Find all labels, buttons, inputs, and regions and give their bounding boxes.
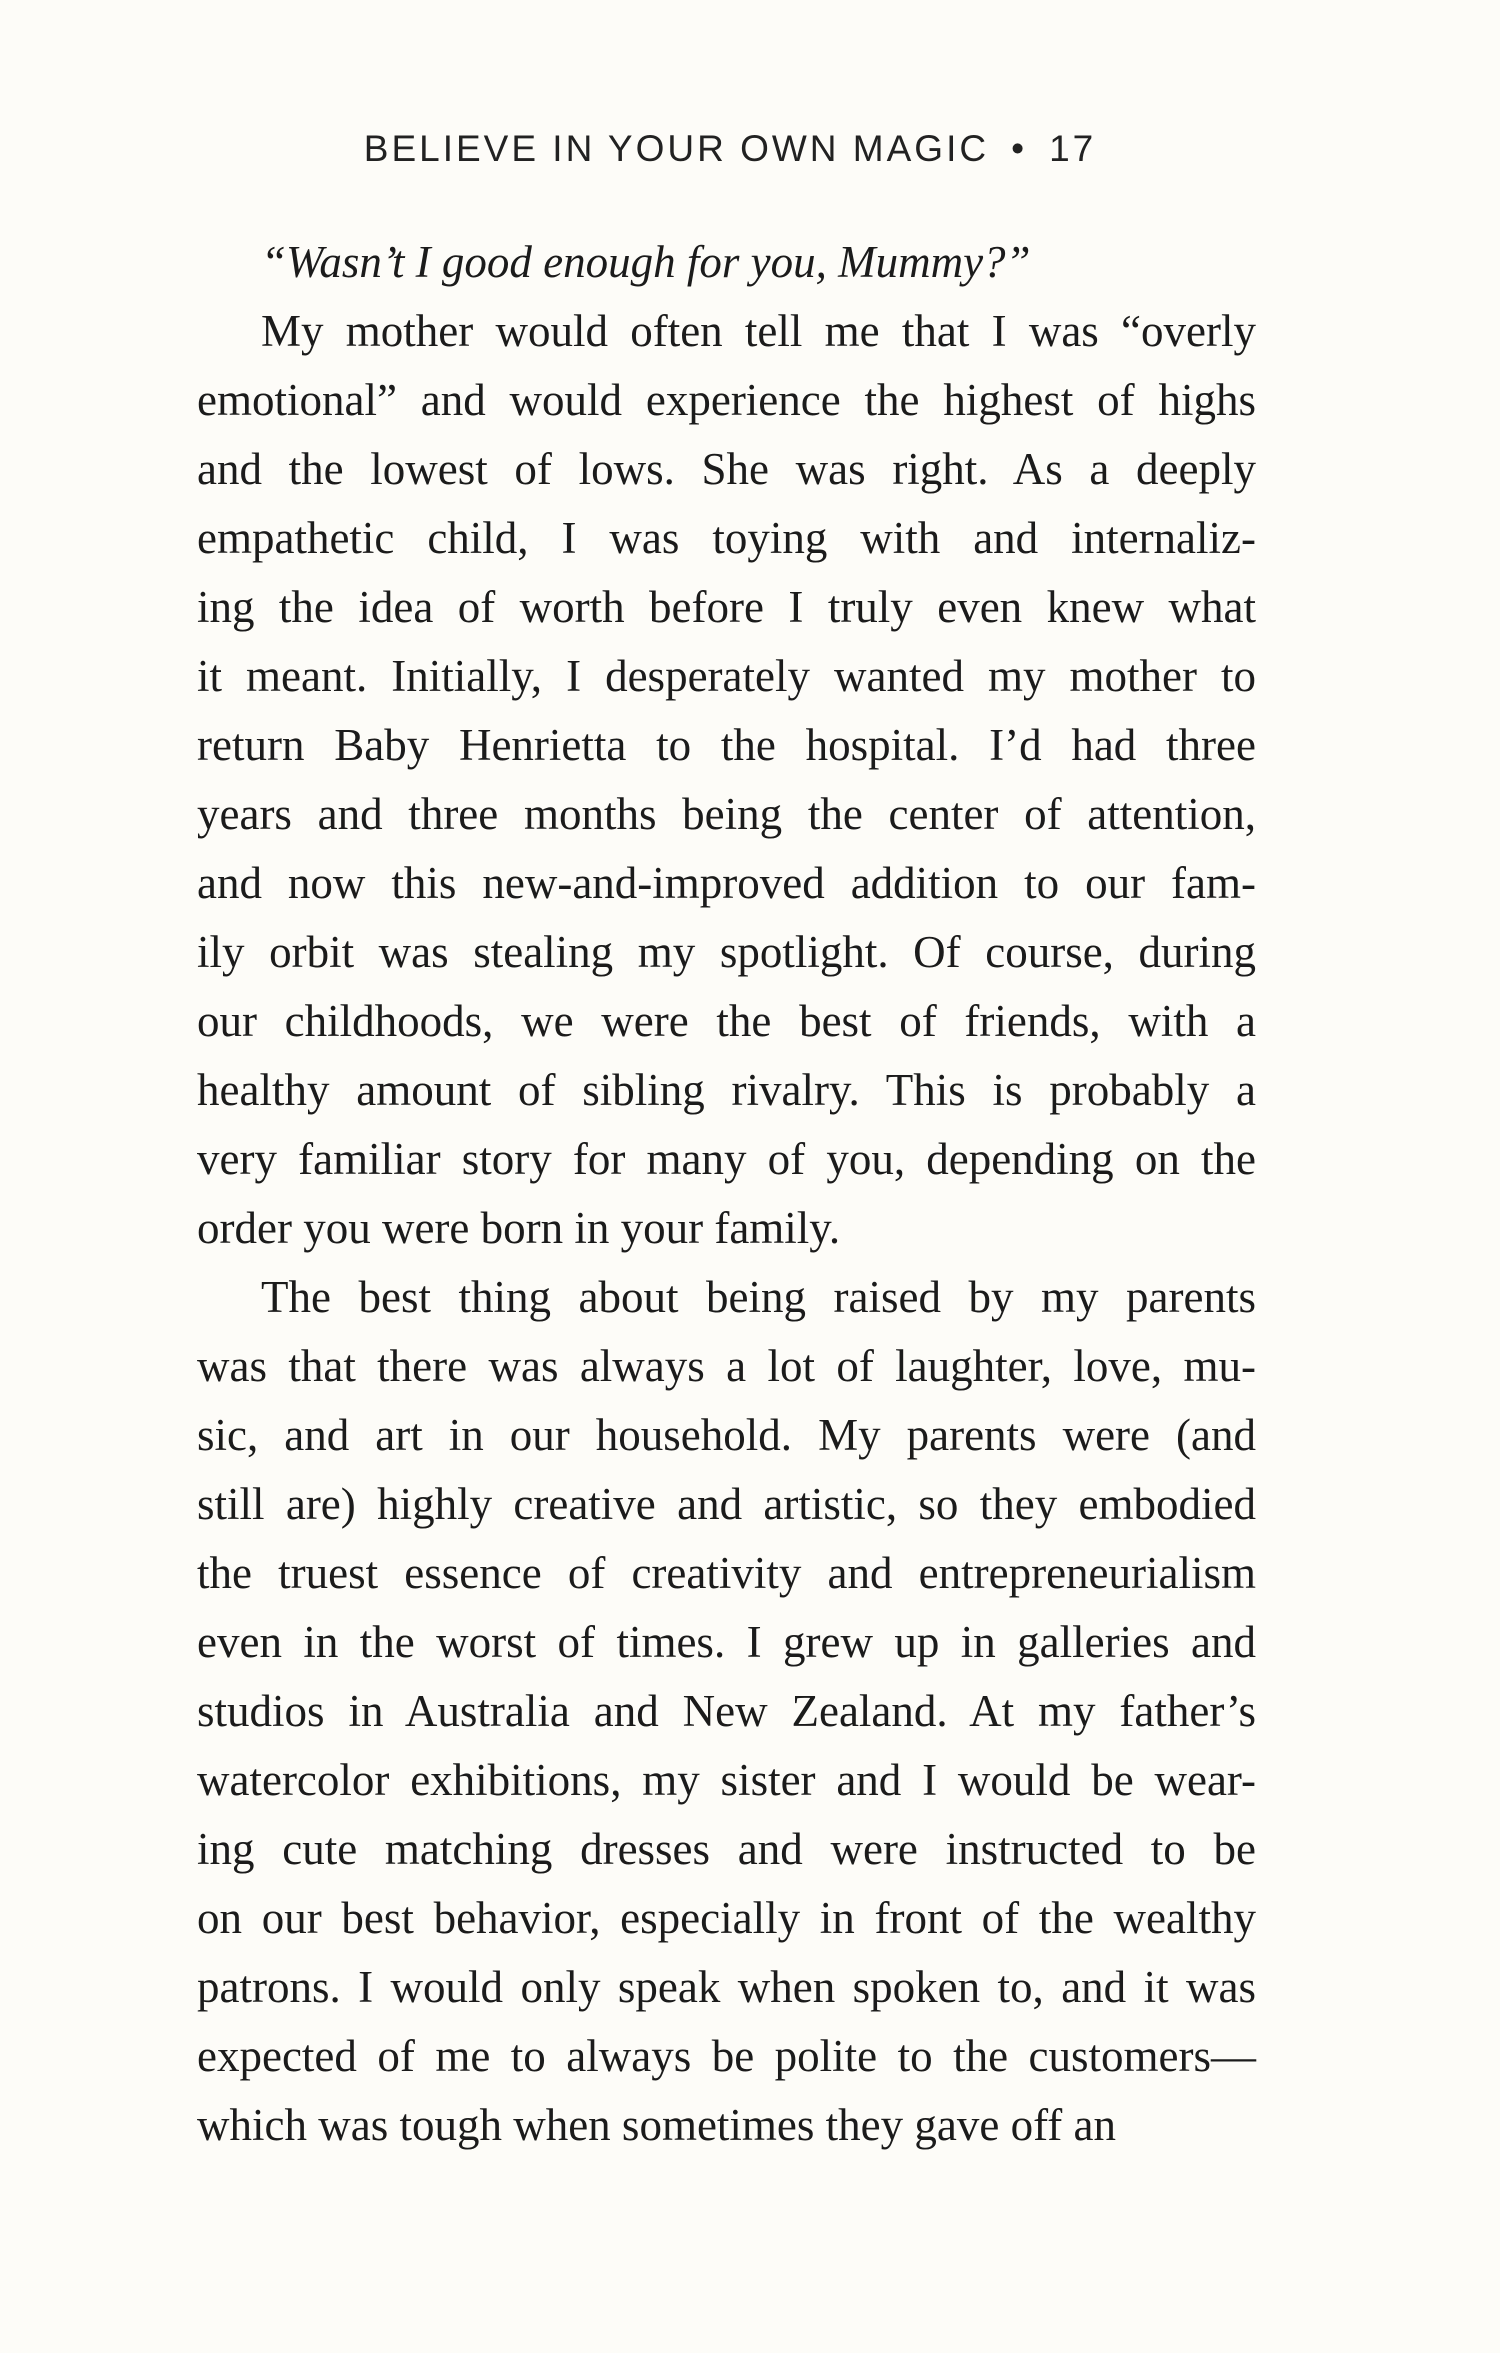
text-line: “Wasn’t I good enough for you, Mummy?”	[261, 237, 1031, 287]
text-line: which was tough when sometimes they gave off an	[197, 2100, 1116, 2150]
text-line: My mother would often tell me that I was “overly	[261, 306, 1256, 356]
text-line: order you were born in your family.	[197, 1203, 841, 1253]
text-line: and now this new-and-improved addition to our fam-	[197, 858, 1256, 908]
text-line: the truest essence of creativity and entrepreneurialism	[197, 1548, 1256, 1598]
text-line: was that there was always a lot of laughter, love, mu-	[197, 1341, 1256, 1391]
text-line: empathetic child, I was toying with and internaliz-	[197, 513, 1256, 563]
text-line: on our best behavior, especially in front of the wealthy	[197, 1893, 1256, 1943]
text-line: still are) highly creative and artistic, so they embodied	[197, 1479, 1256, 1529]
text-line: healthy amount of sibling rivalry. This is probably a	[197, 1065, 1256, 1115]
header-separator: •	[1011, 128, 1028, 169]
text-line: our childhoods, we were the best of friends, with a	[197, 996, 1256, 1046]
text-line: watercolor exhibitions, my sister and I would be wear-	[197, 1755, 1256, 1805]
paragraph	[197, 1263, 1256, 2160]
header-title: BELIEVE IN YOUR OWN MAGIC	[363, 128, 990, 169]
paragraph	[197, 228, 1256, 297]
text-line: it meant. Initially, I desperately wanted my mother to	[197, 651, 1256, 701]
paragraph	[197, 297, 1256, 1263]
text-line: ing cute matching dresses and were instructed to be	[197, 1824, 1256, 1874]
page-number: 17	[1049, 128, 1097, 169]
text-line: ily orbit was stealing my spotlight. Of course, during	[197, 927, 1256, 977]
text-line: patrons. I would only speak when spoken to, and it was	[197, 1962, 1256, 2012]
text-line: sic, and art in our household. My parents were (and	[197, 1410, 1256, 1460]
text-line: even in the worst of times. I grew up in galleries and	[197, 1617, 1256, 1667]
text-line: return Baby Henrietta to the hospital. I’d had three	[197, 720, 1256, 770]
text-line: expected of me to always be polite to the customers—	[197, 2031, 1256, 2081]
text-line: and the lowest of lows. She was right. As a deeply	[197, 444, 1256, 494]
text-line: years and three months being the center of attention,	[197, 789, 1256, 839]
body-text	[197, 228, 1256, 2160]
text-line: studios in Australia and New Zealand. At my father’s	[197, 1686, 1256, 1736]
text-line: ing the idea of worth before I truly even knew what	[197, 582, 1256, 632]
running-header	[0, 128, 1460, 170]
text-line: very familiar story for many of you, depending on the	[197, 1134, 1256, 1184]
text-line: emotional” and would experience the highest of highs	[197, 375, 1256, 425]
text-line: The best thing about being raised by my parents	[261, 1272, 1256, 1322]
